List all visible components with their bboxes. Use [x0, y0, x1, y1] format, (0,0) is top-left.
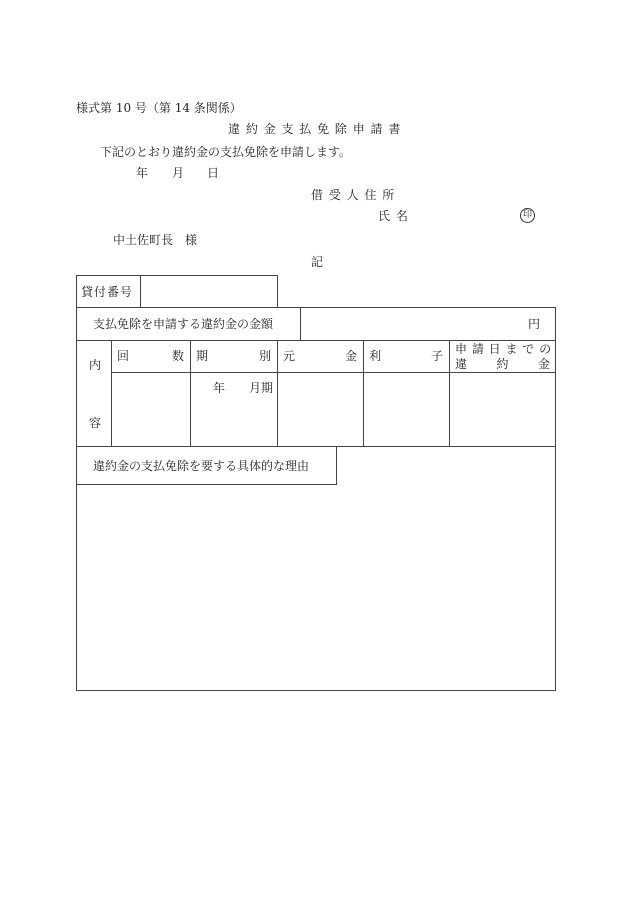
col-kai-char-2: 数 — [171, 349, 184, 363]
amount-row-bottom — [76, 340, 556, 341]
addressee: 中土佐町長 様 — [113, 233, 198, 247]
date-day-label: 日 — [207, 166, 220, 180]
contents-col-divider-0 — [111, 340, 112, 446]
col-header-penalty-line2 — [455, 357, 550, 371]
col-rishi-char-2: 子 — [430, 349, 443, 363]
form-title: 違 約 金 支 払 免 除 申 請 書 — [228, 122, 402, 136]
period-month-label: 月期 — [249, 381, 274, 395]
ki-label: 記 — [311, 255, 324, 269]
date-month-label: 月 — [172, 166, 185, 180]
reason-field[interactable] — [78, 487, 554, 689]
ganken-field[interactable] — [279, 374, 362, 445]
loan-number-field[interactable] — [142, 277, 276, 306]
col-kibetsu-char-1: 期 — [196, 349, 209, 363]
col-ganken-char-1: 元 — [283, 349, 296, 363]
col-penalty-char-2: 約 — [496, 357, 509, 371]
col-kai-char-1: 回 — [117, 349, 130, 363]
col-penalty-char-3: 金 — [537, 357, 550, 371]
yen-label: 円 — [528, 317, 541, 331]
contents-label-top: 内 — [89, 358, 102, 372]
col-ganken-char-2: 金 — [344, 349, 357, 363]
col-header-kibetsu — [196, 349, 271, 363]
contents-label-bottom: 容 — [89, 416, 102, 430]
form-number: 様式第 10 号（第 14 条関係） — [76, 101, 242, 115]
period-year-label: 年 — [213, 381, 226, 395]
contents-section-bottom — [76, 446, 556, 447]
amount-label: 支払免除を申請する違約金の金額 — [93, 317, 274, 331]
reason-label-bottom — [76, 484, 337, 485]
col-header-rishi — [369, 349, 443, 363]
name-label: 氏 名 — [378, 209, 409, 223]
col-rishi-char-1: 利 — [369, 349, 382, 363]
loan-number-divider — [140, 275, 141, 308]
seal-mark: 印 — [520, 208, 535, 223]
col-header-ganken — [283, 349, 357, 363]
contents-col-divider-2 — [277, 340, 278, 446]
kai-field[interactable] — [113, 374, 189, 445]
col-header-kai — [117, 349, 184, 363]
col-kibetsu-char-2: 別 — [258, 349, 271, 363]
loan-number-label: 貸付番号 — [81, 285, 134, 299]
rishi-field[interactable] — [365, 374, 448, 445]
date-year-label: 年 — [136, 166, 149, 180]
intro-text: 下記のとおり違約金の支払免除を申請します。 — [100, 145, 352, 159]
contents-col-divider-4 — [449, 340, 450, 446]
amount-field[interactable] — [302, 309, 526, 338]
col-penalty-char-1: 違 — [455, 357, 468, 371]
borrower-address-label: 借 受 人 住 所 — [311, 188, 396, 202]
contents-col-divider-1 — [190, 340, 191, 446]
contents-col-divider-3 — [363, 340, 364, 446]
reason-label-divider — [336, 446, 337, 484]
penalty-field[interactable] — [451, 374, 555, 445]
reason-label: 違約金の支払免除を要する具体的な理由 — [93, 459, 310, 473]
col-header-penalty-line1: 申 請 日 ま で の — [455, 342, 552, 356]
amount-row-divider — [300, 307, 301, 340]
contents-header-bottom — [111, 372, 556, 373]
